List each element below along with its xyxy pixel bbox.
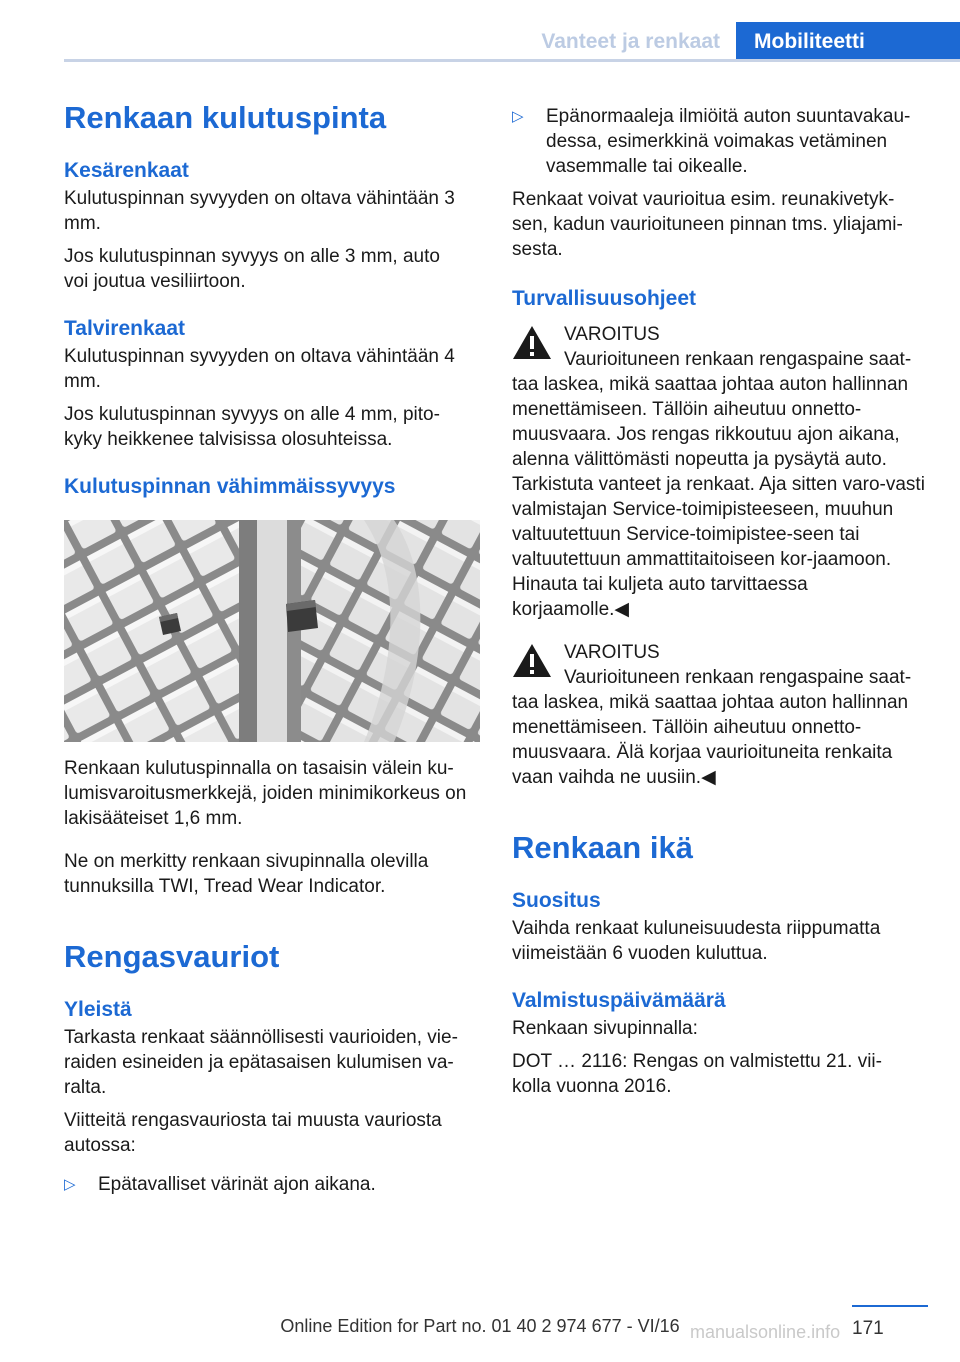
warning1-title: VAROITUS [564, 324, 660, 345]
title-damage: Rengasvauriot [64, 939, 280, 974]
title-age: Renkaan ikä [512, 830, 693, 865]
warning-triangle-icon [512, 642, 552, 678]
recommend-p: Vaihda renkaat kuluneisuudesta riippumatta viimeistään 6 vuoden kuluttua. [512, 918, 881, 964]
page-number: 171 [852, 1318, 884, 1339]
warning-block-1 [512, 322, 928, 622]
general-p1: Tarkasta renkaat säännöllisesti vaurioiden, vie-raiden esineiden ja epätasaisen kulumisen va-ralta. [64, 1027, 458, 1098]
summer-tires-heading: Kesärenkaat [64, 159, 189, 182]
page-number-rule [852, 1305, 928, 1307]
date-heading: Valmistuspäivämäärä [512, 989, 726, 1012]
summer-p1: Kulutuspinnan syvyyden on oltava vähintään 3 mm. [64, 188, 455, 234]
winter-p2: Jos kulutuspinnan syvyys on alle 4 mm, pito-kyky heikkenee talvisissa olosuhteissa. [64, 404, 440, 450]
damage-p: Renkaat voivat vaurioitua esim. reunakivetyk-sen, kadun vaurioituneen pinnan tms. yliajami-sesta. [512, 189, 903, 260]
recommend-heading: Suositus [512, 889, 601, 912]
wear-indicator-right-icon [286, 600, 318, 632]
min-depth-p1: Renkaan kulutuspinnalla on tasaisin välein ku-lumisvaroitusmerkkejä, joiden minimikorkeus on lakisääteiset 1,6 mm. [64, 758, 467, 829]
summer-p2: Jos kulutuspinnan syvyys on alle 3 mm, auto voi joutua vesiliirtoon. [64, 246, 440, 292]
safety-heading: Turvallisuusohjeet [512, 287, 696, 310]
general-p2: Viitteitä rengasvauriosta tai muusta vauriosta autossa: [64, 1110, 442, 1156]
bullet1-text: Epätavalliset värinät ajon aikana. [98, 1174, 376, 1195]
right-column [512, 104, 928, 1099]
warning2-text [512, 665, 928, 790]
min-depth-heading: Kulutuspinnan vähimmäissyvyys [64, 475, 396, 498]
warning2-title: VAROITUS [564, 642, 660, 663]
date-p2: DOT … 2116: Rengas on valmistettu 21. vii-kolla vuonna 2016. [512, 1051, 882, 1097]
min-depth-p2: Ne on merkitty renkaan sivupinnalla olevilla tunnuksilla TWI, Tread Wear Indicator. [64, 851, 429, 897]
warning1-body: Vaurioituneen renkaan rengaspaine saat-taa laskea, mikä saattaa johtaa auton hallinnan menettämiseen. Tällöin aiheutuu onnetto-muusvaara. Jos rengas rikkoutuu ajon aikana, alenna välittömästi nopeutta ja pysäytä auto. Tarkistuta vanteet ja renkaat. Aja sitten varo-vasti valmistajan Service-toimipisteeseen, muuhun valtuutettuun Service-toimipistee-seen tai valtuutettuun ammattitaitoiseen kor-jaamoon. Hinauta tai kuljeta auto tarvittaessa korjaamolle.◀ [512, 349, 925, 620]
date-p1: Renkaan sivupinnalla: [512, 1018, 698, 1039]
triangle-bullet-icon: ▷ [64, 1176, 76, 1193]
warning-block-2 [512, 640, 928, 790]
tire-tread-illustration [64, 520, 480, 742]
list-item [512, 104, 928, 179]
warning2-body: Vaurioituneen renkaan rengaspaine saat-taa laskea, mikä saattaa johtaa auton hallinnan menettämiseen. Tällöin aiheutuu onnetto-muusvaara. Älä korjaa vaurioituneita renkaita vaan vaihda ne uusiin.◀ [512, 667, 912, 788]
left-column [64, 98, 480, 1197]
warning1-text [512, 347, 928, 622]
watermark: manualsonline.info [690, 1322, 841, 1342]
section-tab[interactable]: Vanteet ja renkaat [541, 30, 720, 53]
chapter-tab[interactable]: Mobiliteetti [736, 22, 960, 62]
list-item [64, 1172, 480, 1197]
tread-wear-indicator-figure [64, 520, 480, 742]
header-rule [64, 59, 960, 62]
triangle-bullet-icon: ▷ [512, 108, 524, 125]
title-tread: Renkaan kulutuspinta [64, 100, 387, 135]
wear-indicator-left-icon [159, 613, 181, 635]
winter-tires-heading: Talvirenkaat [64, 317, 186, 340]
winter-p1: Kulutuspinnan syvyyden on oltava vähintään 4 mm. [64, 346, 455, 392]
bullet2-text: Epänormaaleja ilmiöitä auton suuntavakau-dessa, esimerkkinä voimakas vetäminen vasemmalle tai oikealle. [546, 106, 911, 177]
edition-footer: Online Edition for Part no. 01 40 2 974 677 - VI/16 [280, 1316, 680, 1336]
page-header [64, 22, 960, 62]
warning-triangle-icon [512, 324, 552, 360]
general-heading: Yleistä [64, 998, 132, 1021]
